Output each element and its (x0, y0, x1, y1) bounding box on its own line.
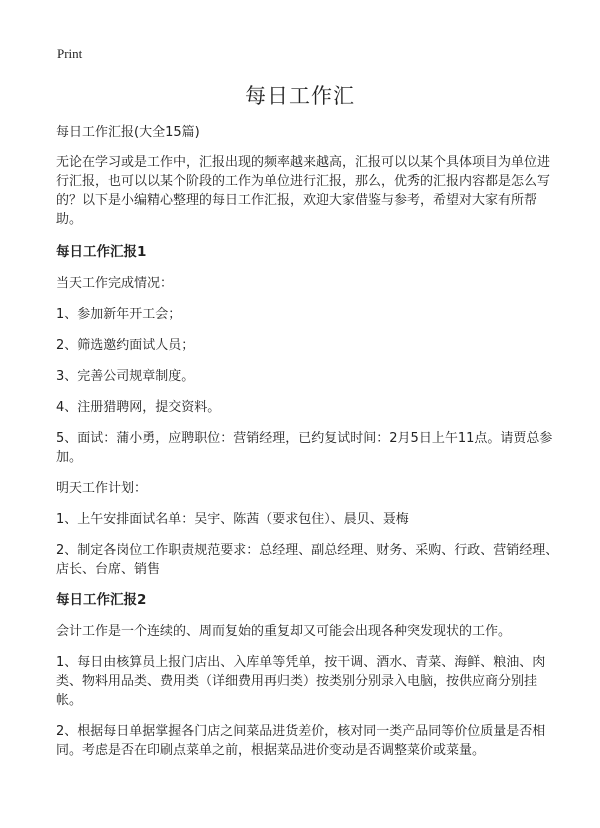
paragraph: 明天工作计划： (56, 481, 148, 496)
document-body (56, 123, 559, 760)
paragraph: 当天工作完成情况： (56, 276, 174, 291)
page-title: 每日工作汇 (245, 84, 355, 108)
paragraph: 2、筛选邀约面试人员； (56, 338, 195, 353)
paragraph: 3、完善公司规章制度。 (56, 369, 195, 384)
paragraph: 2、制定各岗位工作职责规范要求：总经理、副总经理、财务、采购、行政、营销经理、店长、台席、销售 (56, 543, 559, 577)
paragraph: 1、每日由核算员上报门店出、入库单等凭单，按干调、酒水、青菜、海鲜、粮油、肉类、物料用品类、费用类（详细费用再归类）按类别分别录入电脑，按供应商分别挂帐。 (56, 655, 546, 708)
paragraph: 1、上午安排面试名单：吴宇、陈茜（要求包住）、晨贝、聂梅 (56, 512, 409, 527)
paragraph: 5、面试：蒲小勇，应聘职位：营销经理，已约复试时间：2月5日上午11点。请贾总参加。 (56, 431, 553, 465)
paragraph: 4、注册猎聘网，提交资料。 (56, 400, 221, 415)
paragraph: 2、根据每日单据掌握各门店之间菜品进货差价，核对同一类产品同等价位质量是否相同。考虑是否在印刷点菜单之前，根据菜品进价变动是否调整菜价或菜量。 (56, 724, 546, 758)
print-link[interactable]: Print (57, 46, 83, 61)
paragraph: 1、参加新年开工会； (56, 307, 182, 322)
section-heading-2: 每日工作汇报2 (56, 592, 147, 608)
document-subtitle: 每日工作汇报(大全15篇) (56, 125, 200, 140)
section-heading-1: 每日工作汇报1 (56, 244, 147, 260)
intro-paragraph: 无论在学习或是工作中，汇报出现的频率越来越高，汇报可以以某个具体项目为单位进行汇报，也可以以某个阶段的工作为单位进行汇报，那么，优秀的汇报内容都是怎么写的？以下是小编精心整理的每日工作汇报，欢迎大家借鉴与参考，希望对大家有所帮助。 (56, 155, 551, 227)
paragraph: 会计工作是一个连续的、周而复始的重复却又可能会出现各种突发现状的工作。 (56, 624, 512, 639)
